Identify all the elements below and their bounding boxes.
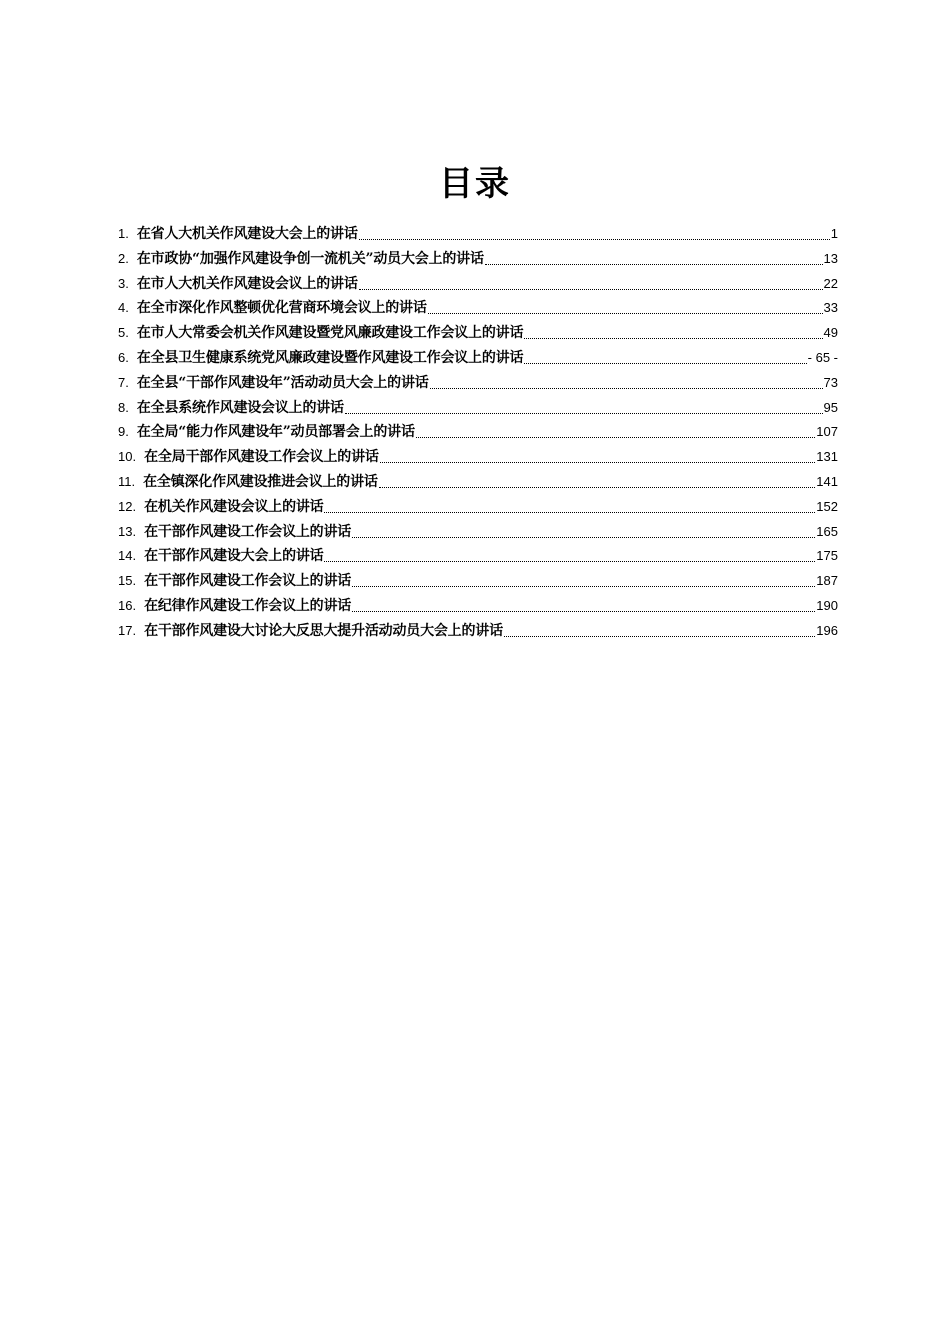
toc-entry-9[interactable]	[118, 420, 838, 445]
toc-entry-4[interactable]	[118, 296, 838, 321]
toc-entry-number: 7.	[118, 374, 129, 390]
toc-entry-title: 在干部作风建设大讨论大反思大提升活动动员大会上的讲话	[144, 622, 503, 639]
toc-dot-leader	[379, 473, 816, 488]
toc-dot-leader	[485, 250, 823, 265]
toc-dot-leader	[504, 622, 815, 637]
toc-entry-page: 196	[816, 622, 838, 638]
toc-entry-page: 165	[816, 523, 838, 539]
toc-entry-title: 在干部作风建设工作会议上的讲话	[144, 573, 352, 590]
toc-entry-number: 10.	[118, 449, 137, 465]
toc-entry-title: 在全县“干部作风建设年”活动动员大会上的讲话	[136, 374, 429, 391]
toc-entry-title: 在全县系统作风建设会议上的讲话	[136, 399, 344, 416]
toc-entry-number: 3.	[118, 275, 129, 291]
toc-entry-11[interactable]	[118, 470, 838, 495]
toc-entry-number: 8.	[118, 399, 129, 415]
toc-entry-number: 9.	[118, 424, 129, 440]
toc-entry-page: 131	[816, 449, 838, 465]
toc-entry-number: 6.	[118, 349, 129, 365]
toc-dot-leader	[324, 498, 815, 513]
toc-entry-14[interactable]	[118, 544, 838, 569]
toc-entry-page: 95	[823, 399, 838, 415]
toc-entry-page: 1	[830, 226, 838, 241]
toc-entry-number: 5.	[118, 325, 129, 341]
toc-dot-leader	[352, 523, 815, 538]
toc-dot-leader	[416, 423, 816, 438]
toc-entry-13[interactable]	[118, 520, 838, 545]
toc-dot-leader	[430, 374, 823, 389]
toc-dot-leader	[524, 349, 806, 364]
toc-entry-number: 17.	[118, 622, 137, 638]
toc-entry-page: 190	[816, 597, 838, 613]
toc-entry-6[interactable]	[118, 346, 838, 371]
toc-entry-number: 2.	[118, 250, 129, 266]
toc-entry-1[interactable]	[118, 222, 838, 247]
toc-entry-number: 15.	[118, 573, 137, 589]
toc-entry-title: 在全局“能力作风建设年”动员部署会上的讲话	[136, 424, 415, 441]
toc-entry-title: 在全镇深化作风建设推进会议上的讲话	[143, 473, 378, 490]
toc-entry-page: 13	[823, 250, 838, 266]
toc-entry-page: 107	[816, 424, 838, 440]
toc-dot-leader	[352, 572, 815, 587]
toc-entry-title: 在纪律作风建设工作会议上的讲话	[144, 597, 352, 614]
toc-entry-number: 12.	[118, 498, 137, 514]
toc-dot-leader	[345, 399, 823, 414]
toc-entry-12[interactable]	[118, 495, 838, 520]
toc-dot-leader	[524, 324, 822, 339]
toc-entry-2[interactable]	[118, 247, 838, 272]
toc-entry-page: 152	[816, 498, 838, 514]
toc-dot-leader	[428, 299, 823, 314]
toc-dot-leader	[359, 275, 823, 290]
toc-entry-title: 在干部作风建设工作会议上的讲话	[144, 523, 352, 540]
toc-entry-8[interactable]	[118, 396, 838, 421]
toc-entry-page: 49	[823, 325, 838, 341]
toc-entry-number: 1.	[118, 226, 129, 241]
toc-title: 目录	[439, 164, 511, 204]
toc-entry-page: 141	[816, 473, 838, 489]
toc-entry-page: - 65 -	[807, 349, 838, 365]
toc-entry-page: 187	[816, 573, 838, 589]
toc-entry-15[interactable]	[118, 569, 838, 594]
toc-entry-page: 73	[823, 374, 838, 390]
toc-entry-page: 175	[816, 548, 838, 564]
toc-entry-title: 在市人大常委会机关作风建设暨党风廉政建设工作会议上的讲话	[136, 325, 524, 342]
toc-dot-leader	[352, 597, 815, 612]
toc-entry-number: 14.	[118, 548, 137, 564]
toc-dot-leader	[324, 547, 815, 562]
toc-entry-title: 在市政协“加强作风建设争创一流机关”动员大会上的讲话	[136, 250, 484, 267]
toc-entry-title: 在市人大机关作风建设会议上的讲话	[136, 275, 358, 292]
toc-entry-17[interactable]	[118, 619, 838, 644]
toc-entry-page: 22	[823, 275, 838, 291]
toc-entry-title: 在全县卫生健康系统党风廉政建设暨作风建设工作会议上的讲话	[136, 349, 524, 366]
toc-entry-number: 16.	[118, 597, 137, 613]
toc-entry-title: 在省人大机关作风建设大会上的讲话	[136, 226, 358, 242]
toc-dot-leader	[359, 225, 830, 240]
toc-entry-title: 在机关作风建设会议上的讲话	[144, 498, 324, 515]
toc-dot-leader	[380, 448, 816, 463]
toc-entry-title: 在全市深化作风整顿优化营商环境会议上的讲话	[136, 300, 427, 317]
toc-entry-16[interactable]	[118, 594, 838, 619]
toc-entry-number: 4.	[118, 300, 129, 316]
toc-entry-number: 13.	[118, 523, 137, 539]
toc-entry-number: 11.	[118, 473, 136, 489]
toc-list	[118, 222, 838, 644]
toc-entry-title: 在全局干部作风建设工作会议上的讲话	[144, 449, 379, 466]
toc-entry-5[interactable]	[118, 321, 838, 346]
toc-entry-7[interactable]	[118, 371, 838, 396]
toc-entry-3[interactable]	[118, 272, 838, 297]
toc-entry-title: 在干部作风建设大会上的讲话	[144, 548, 324, 565]
toc-entry-10[interactable]	[118, 445, 838, 470]
toc-entry-page: 33	[823, 300, 838, 316]
